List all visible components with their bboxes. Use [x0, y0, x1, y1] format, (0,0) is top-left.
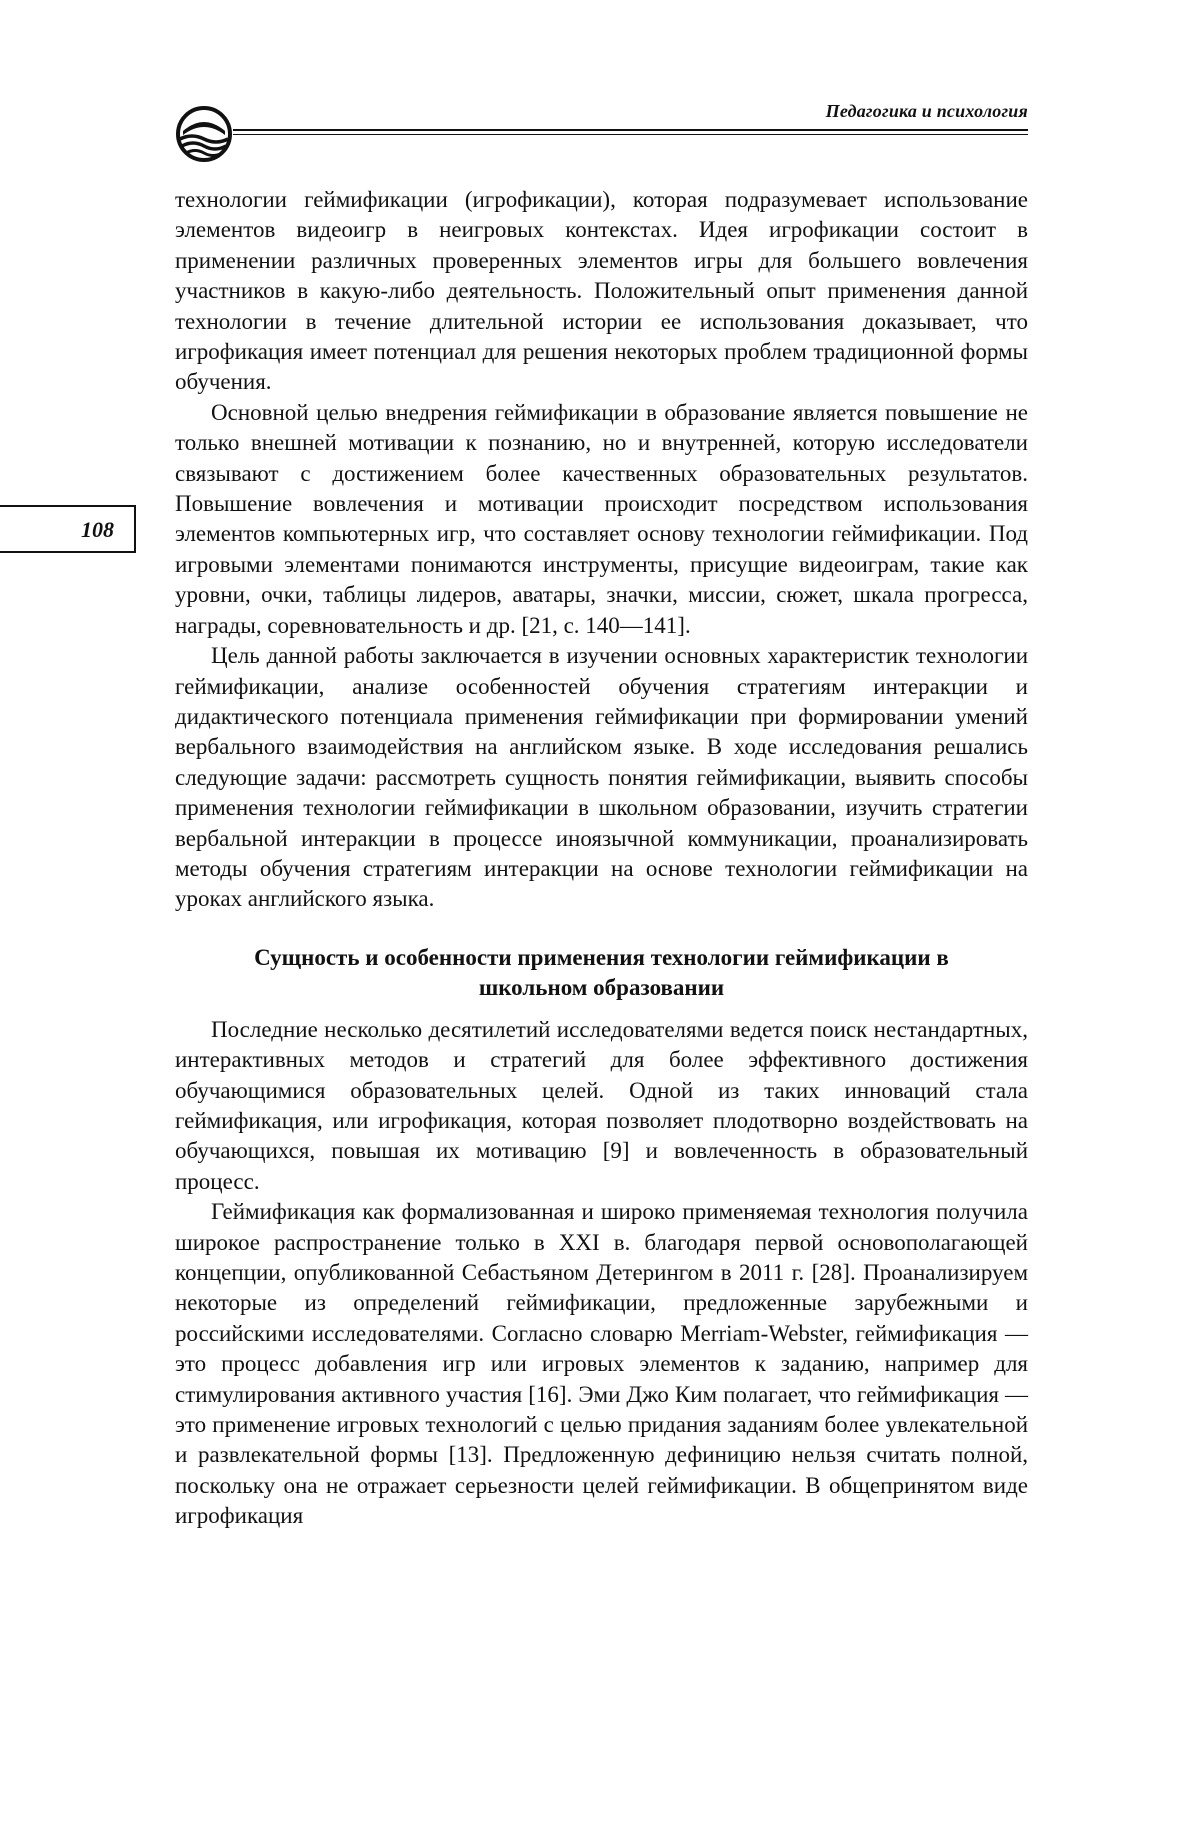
paragraph: Основной целью внедрения геймификации в образование является повышение не только внешней мотивации к познанию, но и внутренней, которую исследователи связывают с достижением более качественных образовательных результатов. Повышение вовлечения и мотивации происходит посредством использования элементов компьютерных игр, что составляет основу технологии геймификации. Под игровыми элементами понимаются инструменты, присущие видеоиграм, такие как уровни, очки, таблицы лидеров, аватары, значки, миссии, сюжет, шкала прогресса, награды, соревновательность и др. [21, с. 140—141]. [175, 399, 1028, 638]
article-body [175, 185, 1028, 1532]
journal-logo-icon [175, 105, 233, 163]
header-rule [233, 129, 1028, 131]
header-rule-thin [233, 134, 1028, 135]
paragraph: технологии геймификации (игрофикации), которая подразумевает использование элементов видеоигр в неигровых контекстах. Идея игрофикации состоит в применении различных проверенных элементов игры для большего вовлечения участников в какую-либо деятельность. Положительный опыт применения данной технологии в течение длительной истории ее использования доказывает, что игрофикация имеет потенциал для решения некоторых проблем традиционной формы обучения. [175, 187, 1028, 395]
journal-section-title: Педагогика и психология [825, 101, 1028, 121]
paragraph: Геймификация как формализованная и широко применяемая технология получила широкое распространение только в XXI в. благодаря первой основополагающей концепции, опубликованной Себастьяном Детерингом в 2011 г. [28]. Проанализируем некоторые из определений геймификации, предложенные зарубежными и российскими исследователями. Согласно словарю Merriam-Webster, геймификация — это процесс добавления игр или игровых элементов к заданию, например для стимулирования активного участия [16]. Эми Джо Ким полагает, что геймификация — это применение игровых технологий с целью придания заданиям более увлекательной и развлекательной формы [13]. Предложенную дефиницию нельзя считать полной, поскольку она не отражает серьезности целей геймификации. В общепринятом виде игрофикация [175, 1199, 1028, 1529]
running-header [175, 95, 1028, 155]
paragraph: Цель данной работы заключается в изучении основных характеристик технологии геймификации, анализе особенностей обучения стратегиям интеракции и дидактического потенциала применения геймификации при формировании умений вербального взаимодействия на английском языке. В ходе исследования решались следующие задачи: рассмотреть сущность понятия геймификации, выявить способы применения технологии геймификации в школьном образовании, изучить стратегии вербальной интеракции в процессе иноязычной коммуникации, проанализировать методы обучения стратегиям интеракции на основе технологии геймификации на уроках английского языка. [175, 643, 1028, 912]
paragraph: Последние несколько десятилетий исследователями ведется поиск нестандартных, интерактивных методов и стратегий для более эффективного достижения обучающимися образовательных целей. Одной из таких инноваций стала геймификация, или игрофикация, которая позволяет плодотворно воздействовать на обучающихся, повышая их мотивацию [9] и вовлеченность в образовательный процесс. [175, 1016, 1028, 1194]
section-heading: Сущность и особенности применения технологии геймификации в школьном образовании [254, 944, 949, 1000]
page-number: 108 [81, 517, 114, 542]
page-number-tab [0, 505, 136, 553]
